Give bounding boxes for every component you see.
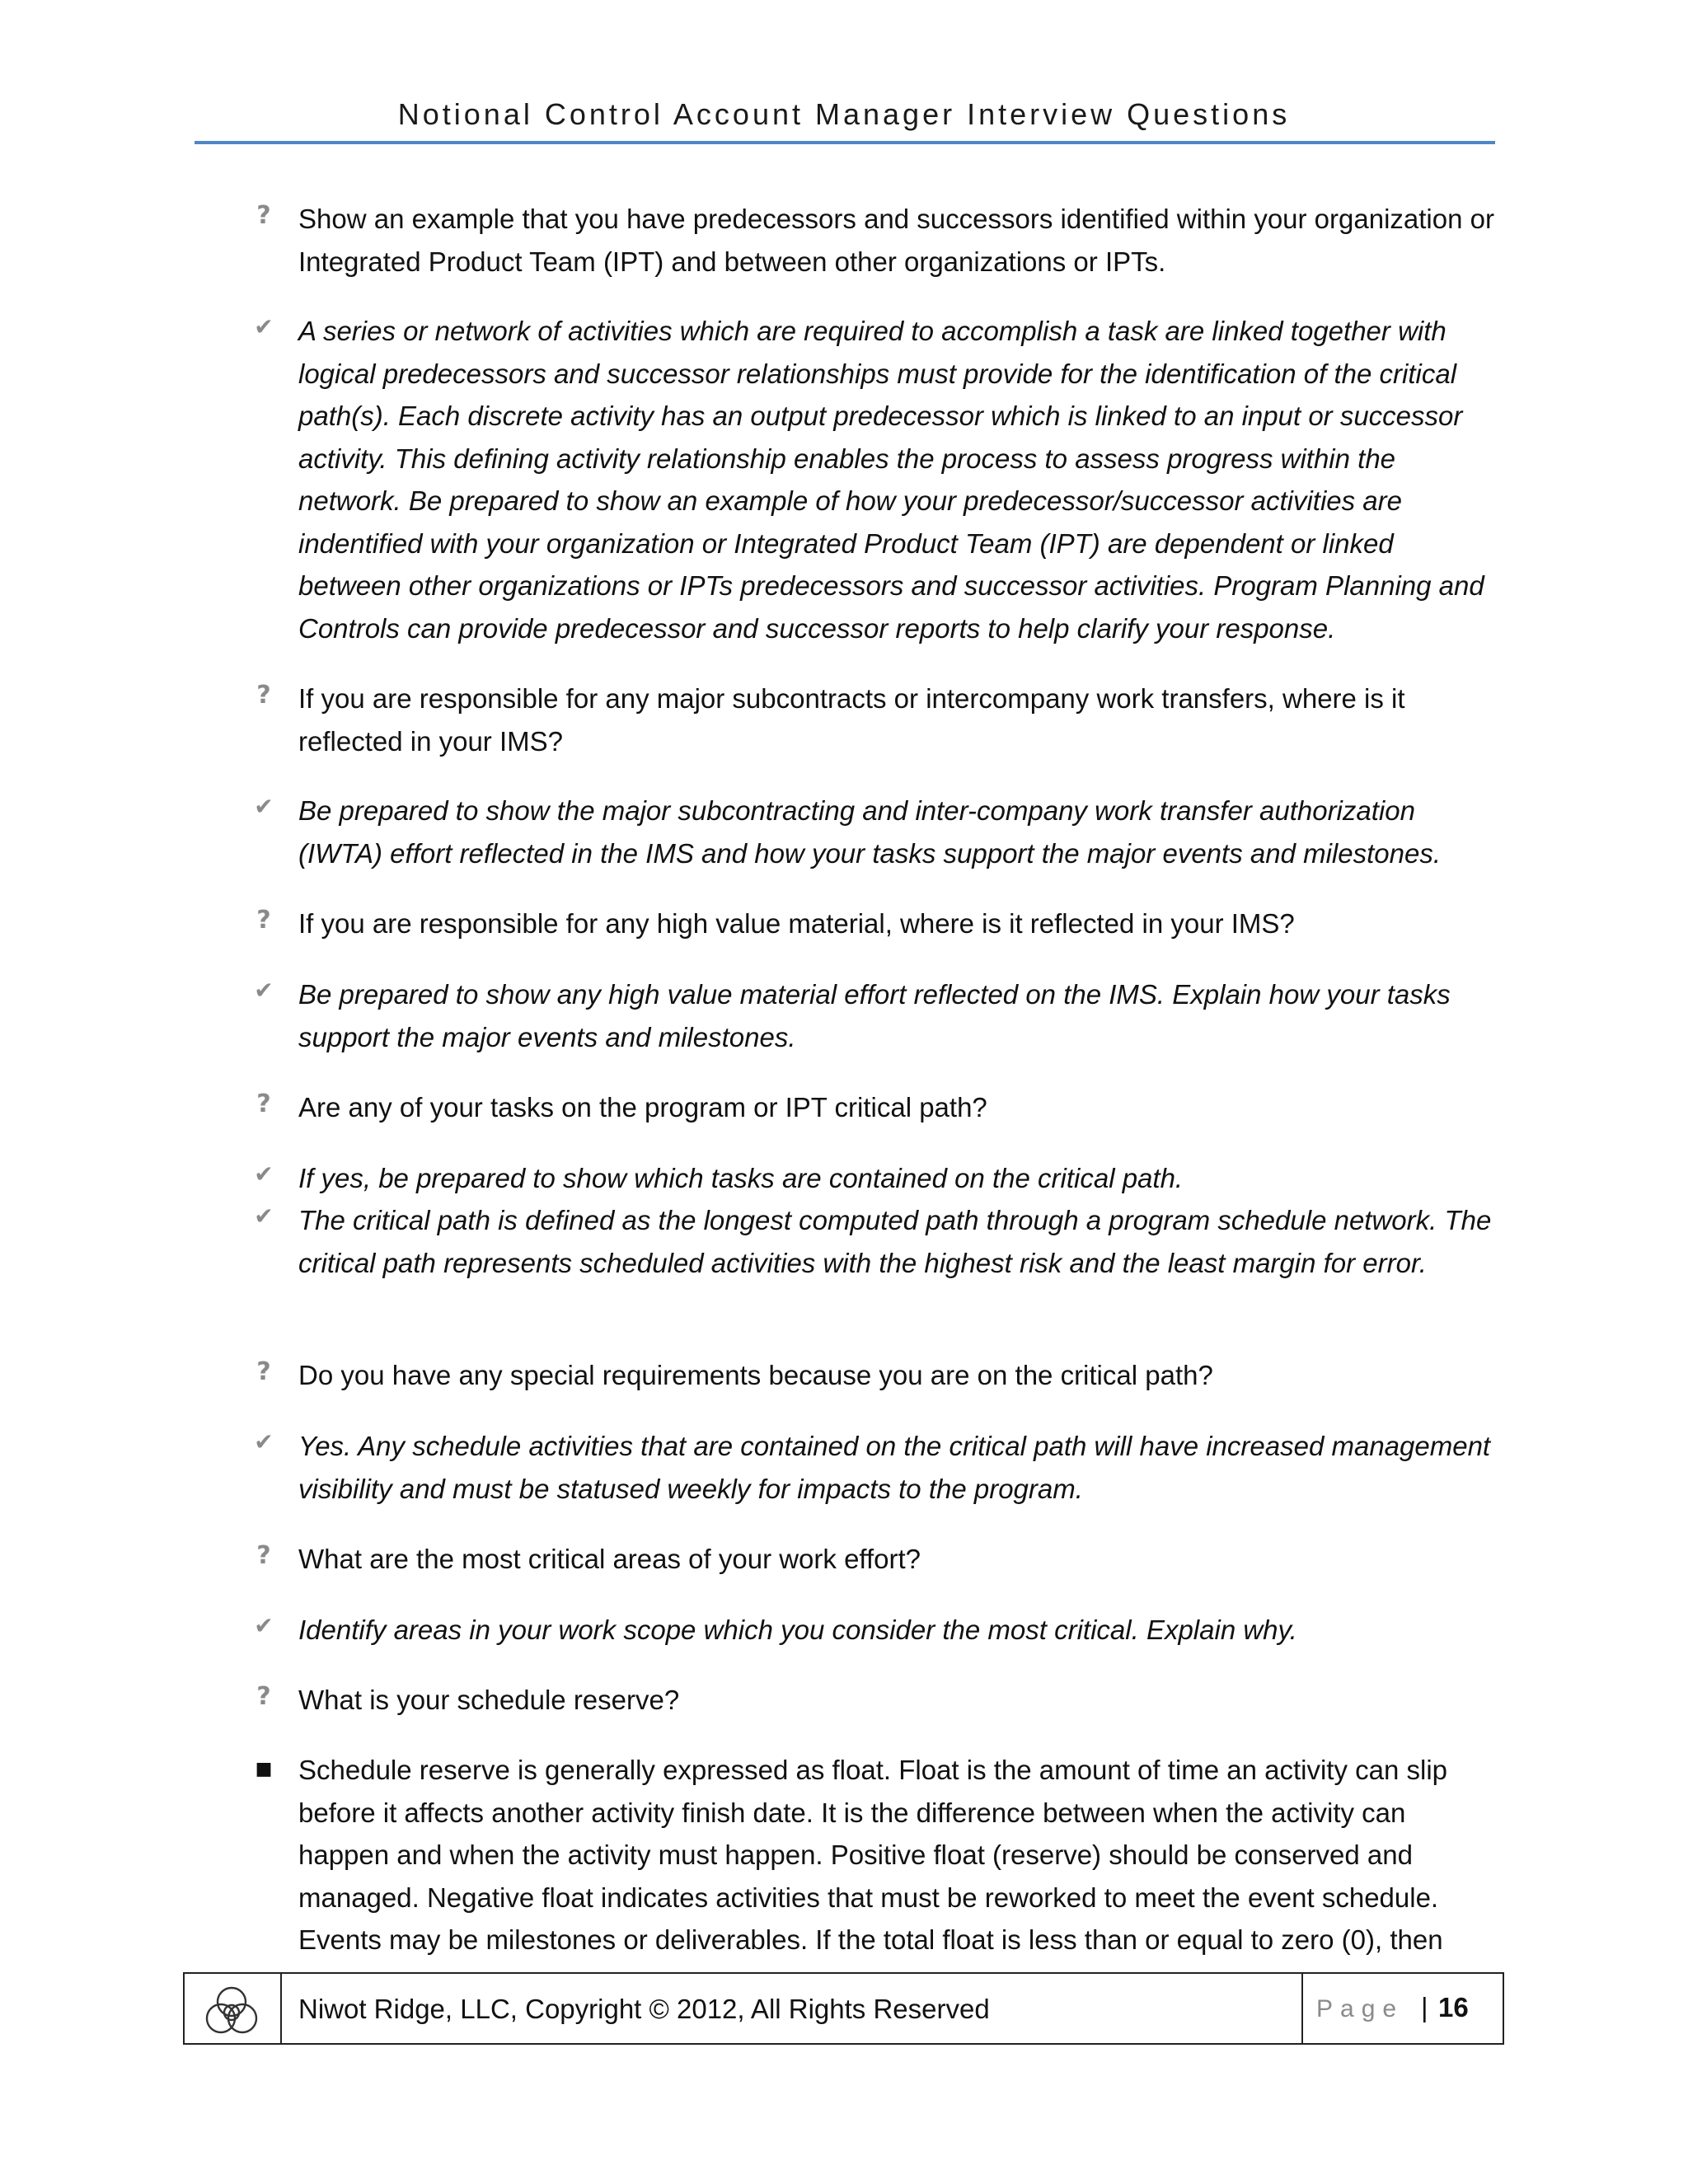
answer-text: Yes. Any schedule activities that are contained on the critical path will have increased management visibility and must be statused weekly for impacts to the program. [298, 1431, 1491, 1504]
question-text: Show an example that you have predecessors and successors identified within your organization or Integrated Product Team (IPT) and between other organizations or IPTs. [298, 204, 1494, 277]
question-mark-icon: ? [256, 906, 271, 935]
answer-item [247, 310, 1500, 649]
answer-text: Identify areas in your work scope which you consider the most critical. Explain why. [298, 1615, 1297, 1645]
question-text: If you are responsible for any major subcontracts or intercompany work transfers, where is it reflected in your IMS? [298, 683, 1405, 757]
answer-text: If yes, be prepared to show which tasks are contained on the critical path. [298, 1163, 1184, 1193]
footer-copyright: Niwot Ridge, LLC, Copyright © 2012, All Rights Reserved [298, 1994, 990, 2024]
checkmark-icon: ✔ [254, 1160, 274, 1188]
question-mark-icon: ? [256, 1682, 271, 1711]
answer-item [247, 1609, 1500, 1652]
question-text: Do you have any special requirements because you are on the critical path? [298, 1360, 1213, 1390]
footer-page-cell [1301, 1974, 1503, 2043]
question-text: Are any of your tasks on the program or IPT critical path? [298, 1092, 987, 1122]
answer-text: Be prepared to show any high value material effort reflected on the IMS. Explain how your tasks support the major events and milestones. [298, 979, 1451, 1052]
square-bullet-icon: ■ [255, 1759, 273, 1779]
niwot-ridge-logo-icon [203, 1984, 260, 2036]
page-separator: | [1421, 1992, 1428, 2022]
question-item [247, 198, 1500, 283]
answer-item [247, 1157, 1500, 1200]
checkmark-icon: ✔ [254, 313, 274, 340]
question-mark-icon: ? [256, 1357, 271, 1386]
question-item [247, 1538, 1500, 1581]
bullet-item [247, 1749, 1500, 1961]
question-item [247, 1354, 1500, 1397]
question-item [247, 677, 1500, 762]
checkmark-icon: ✔ [254, 793, 274, 820]
answer-text: A series or network of activities which are required to accomplish a task are linked together with logical predecessors and successor relationships must provide for the identification of the critical path(s). Each discrete activity has an output predecessor which is linked to an input or successor activity. This defining activity relationship enables the process to assess progress within the network. Be prepared to show an example of how your predecessor/successor activities are indentified with your organization or Integrated Product Team (IPT) are dependent or linked between other organizations or IPTs predecessors and successor activities. Program Planning and Controls can provide predecessor and successor reports to help clarify your response. [298, 316, 1484, 644]
page-label: Page [1316, 1995, 1404, 2022]
question-text: What is your schedule reserve? [298, 1685, 680, 1715]
page-header-title: Notional Control Account Manager Interview Questions [397, 97, 1291, 131]
question-mark-icon: ? [256, 1541, 271, 1570]
question-text: If you are responsible for any high value material, where is it reflected in your IMS? [298, 908, 1295, 939]
page-number: 16 [1438, 1992, 1469, 2022]
answer-item [247, 1199, 1500, 1284]
answer-text: The critical path is defined as the longest computed path through a program schedule network. The critical path represents scheduled activities with the highest risk and the least margin for error. [298, 1205, 1492, 1278]
question-item [247, 902, 1500, 945]
answer-item [247, 1425, 1500, 1510]
question-text: What are the most critical areas of your work effort? [298, 1544, 921, 1574]
checkmark-icon: ✔ [254, 1428, 274, 1455]
footer-logo-cell [185, 1974, 282, 2043]
answer-item [247, 973, 1500, 1058]
question-item [247, 1679, 1500, 1722]
answer-item [247, 790, 1500, 874]
question-mark-icon: ? [256, 1090, 271, 1118]
question-mark-icon: ? [256, 681, 271, 710]
checkmark-icon: ✔ [254, 977, 274, 1004]
header-rule [195, 141, 1495, 144]
question-item [247, 1086, 1500, 1129]
checkmark-icon: ✔ [254, 1202, 274, 1230]
question-mark-icon: ? [256, 201, 271, 230]
checkmark-icon: ✔ [254, 1612, 274, 1639]
bullet-text: Schedule reserve is generally expressed as float. Float is the amount of time an activity can slip before it affects another activity finish date. It is the difference between when the activity can happen and when the activity must happen. Positive float (reserve) should be conserved and managed. Negative float indicates activities that must be reworked to meet the event schedule. Events may be milestones or deliverables. If the total float is less than or equal to zero (0), then [298, 1755, 1448, 1955]
answer-text: Be prepared to show the major subcontracting and inter-company work transfer authorization (IWTA) effort reflected in the IMS and how your tasks support the major events and milestones. [298, 795, 1441, 869]
page-footer [183, 1972, 1504, 2045]
